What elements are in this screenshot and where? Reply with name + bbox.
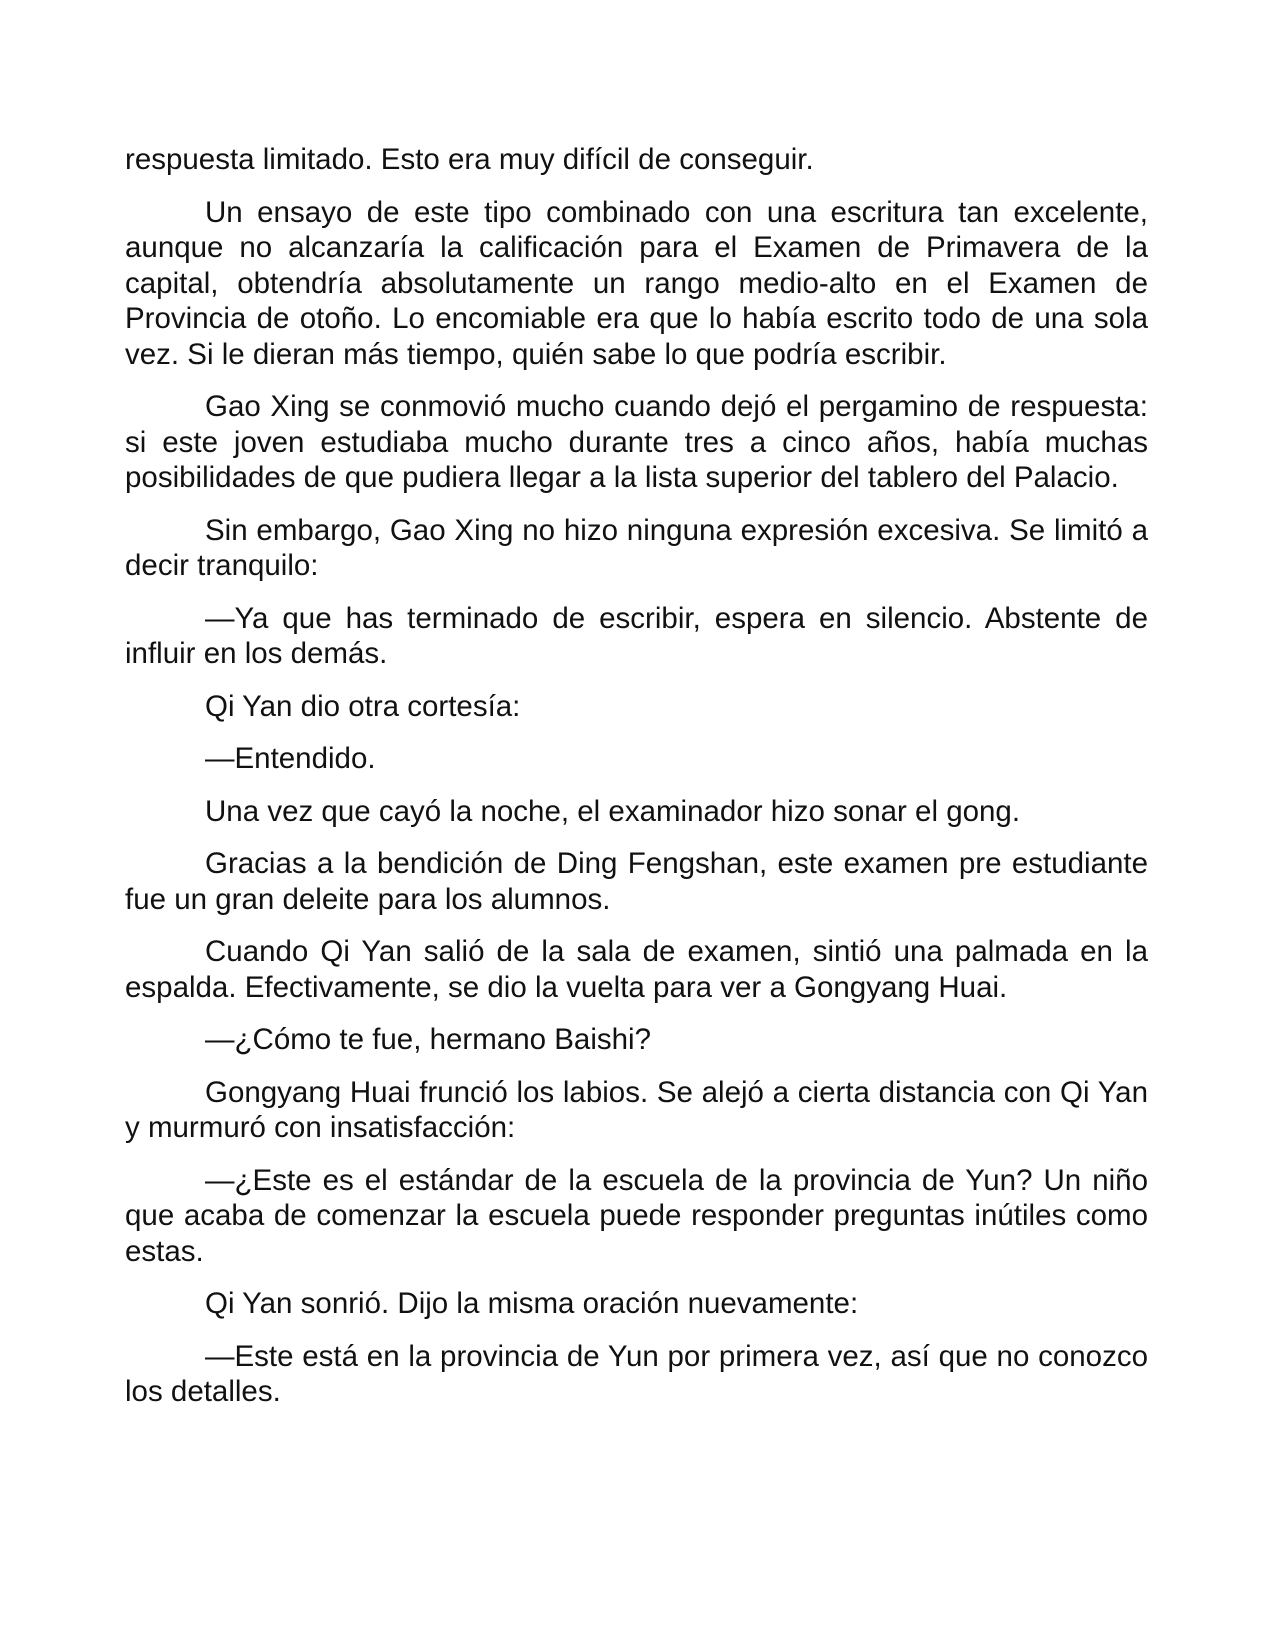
body-text: [125, 142, 1148, 1427]
paragraph-6: Qi Yan dio otra cortesía:: [205, 689, 521, 723]
paragraph-10: Cuando Qi Yan salió de la sala de examen, sintió una palmada en la espalda. Efectivamente, se dio la vuelta para ver a Gongyang Huai.: [125, 935, 1148, 1004]
paragraph-12: Gongyang Huai frunció los labios. Se alejó a cierta distancia con Qi Yan y murmuró con insatisfacción:: [125, 1075, 1148, 1144]
paragraph-14: Qi Yan sonrió. Dijo la misma oración nuevamente:: [205, 1287, 859, 1320]
paragraph-2: Un ensayo de este tipo combinado con una escritura tan excelente, aunque no alcanzaría la calificación para el Examen de Primavera de la capital, obtendría absolutamente un rango medio-alto en el Examen de Provincia de otoño. Lo encomiable era que lo había escrito todo de una sola vez. Si le dieran más tiempo, quién sabe lo que podría escribir.: [125, 195, 1148, 371]
paragraph-8: Una vez que cayó la noche, el examinador hizo sonar el gong.: [205, 794, 1021, 828]
paragraph-5: —Ya que has terminado de escribir, espera en silencio. Abstente de influir en los demás.: [125, 601, 1148, 670]
paragraph-13: —¿Este es el estándar de la escuela de la provincia de Yun? Un niño que acaba de comenzar la escuela puede responder preguntas inútiles como estas.: [125, 1163, 1148, 1268]
paragraph-9: Gracias a la bendición de Ding Fengshan, este examen pre estudiante fue un gran deleite para los alumnos.: [125, 847, 1148, 916]
paragraph-11: —¿Cómo te fue, hermano Baishi?: [205, 1023, 651, 1056]
paragraph-1: respuesta limitado. Esto era muy difícil de conseguir.: [125, 143, 814, 176]
paragraph-3: Gao Xing se conmovió mucho cuando dejó el pergamino de respuesta: si este joven estudiaba mucho durante tres a cinco años, había muchas posibilidades de que pudiera llegar a la lista superior del tablero del Palacio.: [125, 390, 1148, 494]
paragraph-4: Sin embargo, Gao Xing no hizo ninguna expresión excesiva. Se limitó a decir tranquilo:: [125, 513, 1148, 582]
paragraph-15: —Este está en la provincia de Yun por primera vez, así que no conozco los detalles.: [125, 1339, 1148, 1408]
paragraph-7: —Entendido.: [205, 742, 376, 775]
